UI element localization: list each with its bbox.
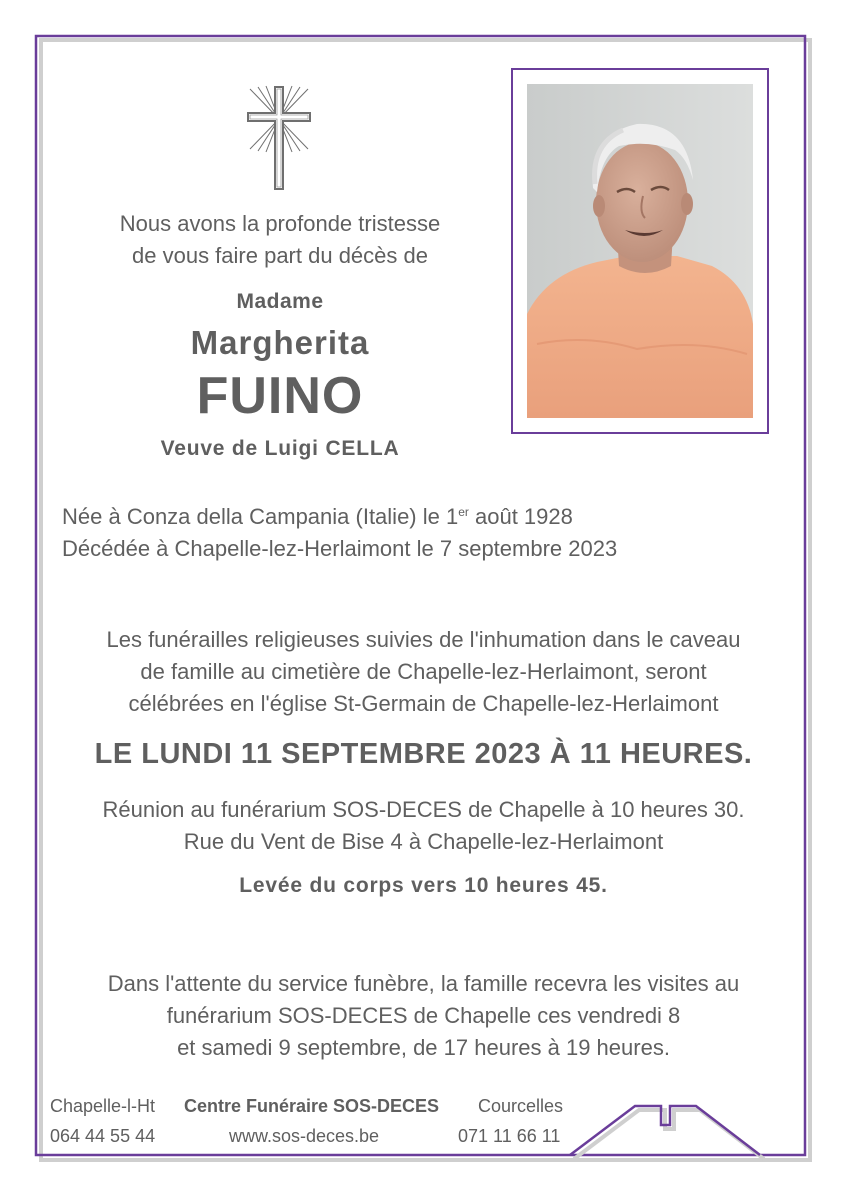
footer-website-link[interactable]: www.sos-deces.be [229,1126,380,1146]
levee-line: Levée du corps vers 10 heures 45. [239,874,608,897]
ordinal-suffix: er [458,505,469,519]
last-name: FUINO [196,367,364,425]
funeral-line: Les funérailles religieuses suivies de l'inhumation dans le caveau [106,627,741,652]
footer-left-place: Chapelle-l-Ht [50,1096,156,1116]
funeral-line: de famille au cimetière de Chapelle-lez-Herlaimont, seront [140,659,707,684]
first-name: Margherita [190,324,370,361]
funeral-date: LE LUNDI 11 SEPTEMBRE 2023 À 11 HEURES. [94,738,753,770]
funeral-line: célébrées en l'église St-Germain de Chapelle-lez-Herlaimont [128,691,719,716]
footer-left-phone: 064 44 55 44 [50,1126,156,1146]
footer-right-phone: 071 11 66 11 [458,1126,561,1146]
birth-text: Née à Conza della Campania (Italie) le 1 [62,504,459,529]
footer-right-place: Courcelles [478,1096,564,1116]
visits-line: et samedi 9 septembre, de 17 heures à 19 heures. [177,1035,670,1060]
honorific: Madame [236,290,324,313]
visits-line: Dans l'attente du service funèbre, la famille recevra les visites au [107,971,740,996]
radiant-cross-icon [244,85,314,191]
meeting-line: Réunion au funérarium SOS-DECES de Chapelle à 10 heures 30. [102,797,745,822]
visits-line: funérarium SOS-DECES de Chapelle ces vendredi 8 [166,1003,681,1028]
photo-frame [511,68,769,434]
spouse-line: Veuve de Luigi CELLA [160,437,400,460]
footer-company-name: Centre Funéraire SOS-DECES [184,1096,440,1116]
birth-line [62,502,822,532]
intro-line: Nous avons la profonde tristesse [119,211,441,236]
death-line: Décédée à Chapelle-lez-Herlaimont le 7 septembre 2023 [62,536,618,561]
meeting-address: Rue du Vent de Bise 4 à Chapelle-lez-Herlaimont [183,829,664,854]
intro-line: de vous faire part du décès de [132,243,428,268]
portrait-photo [527,84,753,418]
birth-date: août 1928 [468,504,573,529]
